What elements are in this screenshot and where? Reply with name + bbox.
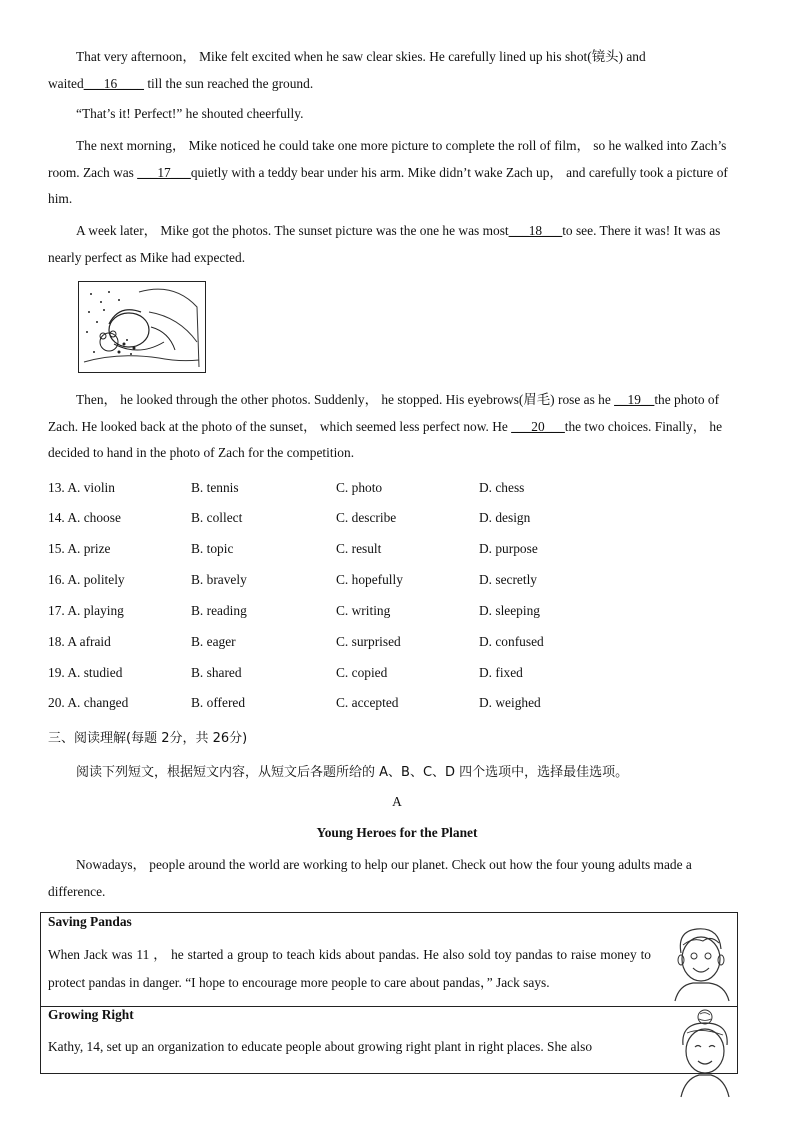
- girl-avatar-icon: [671, 1009, 737, 1099]
- passage-paragraph-3: The next morning， Mike noticed he could take one more picture to complete the roll of film， so he walked into Zach’s room. Zach was ___17___quietly with a teddy bear under his arm. Mike didn’t wake Zach up， and carefully took a picture of him.: [48, 138, 728, 206]
- passage-intro: Nowadays， people around the world are working to help our planet. Check out how the four young adults made a difference.: [48, 857, 692, 899]
- boy-avatar-icon: [667, 923, 735, 1003]
- question-14: 14. A. choose B. collect C. describe D. design: [48, 510, 531, 525]
- blank-18: ___18___: [508, 223, 563, 238]
- box-text-growing-right: Kathy, 14, set up an organization to educate people about growing right plant in right places. She also: [48, 1039, 593, 1054]
- section-instruction: 阅读下列短文，根据短文内容，从短文后各题所给的 A、B、C、D 四个选项中，选择最佳选项。: [76, 765, 629, 780]
- passage-title: Young Heroes for the Planet: [316, 825, 478, 840]
- box-heading-saving-pandas: Saving Pandas: [48, 914, 132, 929]
- question-20: 20. A. changed B. offered C. accepted D. weighed: [48, 695, 541, 710]
- passage-paragraph-5: Then， he looked through the other photos. Suddenly， he stopped. His eyebrows(眉毛) rose as he __19__the photo of Zach. He looked back at the photo of the sunset， which seemed less perfect now. He ___20___the two choices. Finally， he decided to hand in the photo of Zach for the competition.: [48, 392, 723, 460]
- blank-16: ___16____: [83, 75, 144, 91]
- question-16: 16. A. politely B. bravely C. hopefully D. secretly: [48, 572, 538, 587]
- blank-20: ___20___: [511, 418, 565, 434]
- heroes-box: [40, 912, 738, 1074]
- question-13: 13. A. violin B. tennis C. photo D. chess: [48, 480, 525, 495]
- blank-19: __19__: [614, 392, 655, 407]
- box-heading-growing-right: Growing Right: [48, 1007, 134, 1022]
- sleeping-child-drawing: [79, 282, 204, 371]
- passage-paragraph-2: “That’s it! Perfect!” he shouted cheerfully.: [76, 106, 304, 121]
- question-17: 17. A. playing B. reading C. writing D. sleeping: [48, 603, 540, 618]
- blank-17: ___17___: [137, 164, 191, 180]
- question-19: 19. A. studied B. shared C. copied D. fixed: [48, 665, 523, 680]
- box-text-saving-pandas: When Jack was 11 ， he started a group to teach kids about pandas. He also sold toy pandas to raise money to protect pandas in danger. “I hope to encourage more people to care about pandas，” Jack says.: [48, 947, 651, 990]
- section-heading: 三、阅读理解(每题 2分，共 26分): [48, 731, 248, 746]
- passage-paragraph-4: A week later， Mike got the photos. The sunset picture was the one he was most___18___to see. There it was! It was as nearly perfect as Mike had expected.: [48, 223, 721, 265]
- passage-label: A: [392, 794, 402, 809]
- sleeping-child-illustration: [78, 281, 206, 373]
- box-divider: [41, 1006, 737, 1007]
- passage-paragraph-1: That very afternoon， Mike felt excited when he saw clear skies. He carefully lined up his shot(镜头) and waited___16____ till the sun reached the ground.: [48, 49, 646, 91]
- question-18: 18. A afraid B. eager C. surprised D. confused: [48, 634, 544, 649]
- question-15: 15. A. prize B. topic C. result D. purpose: [48, 541, 538, 556]
